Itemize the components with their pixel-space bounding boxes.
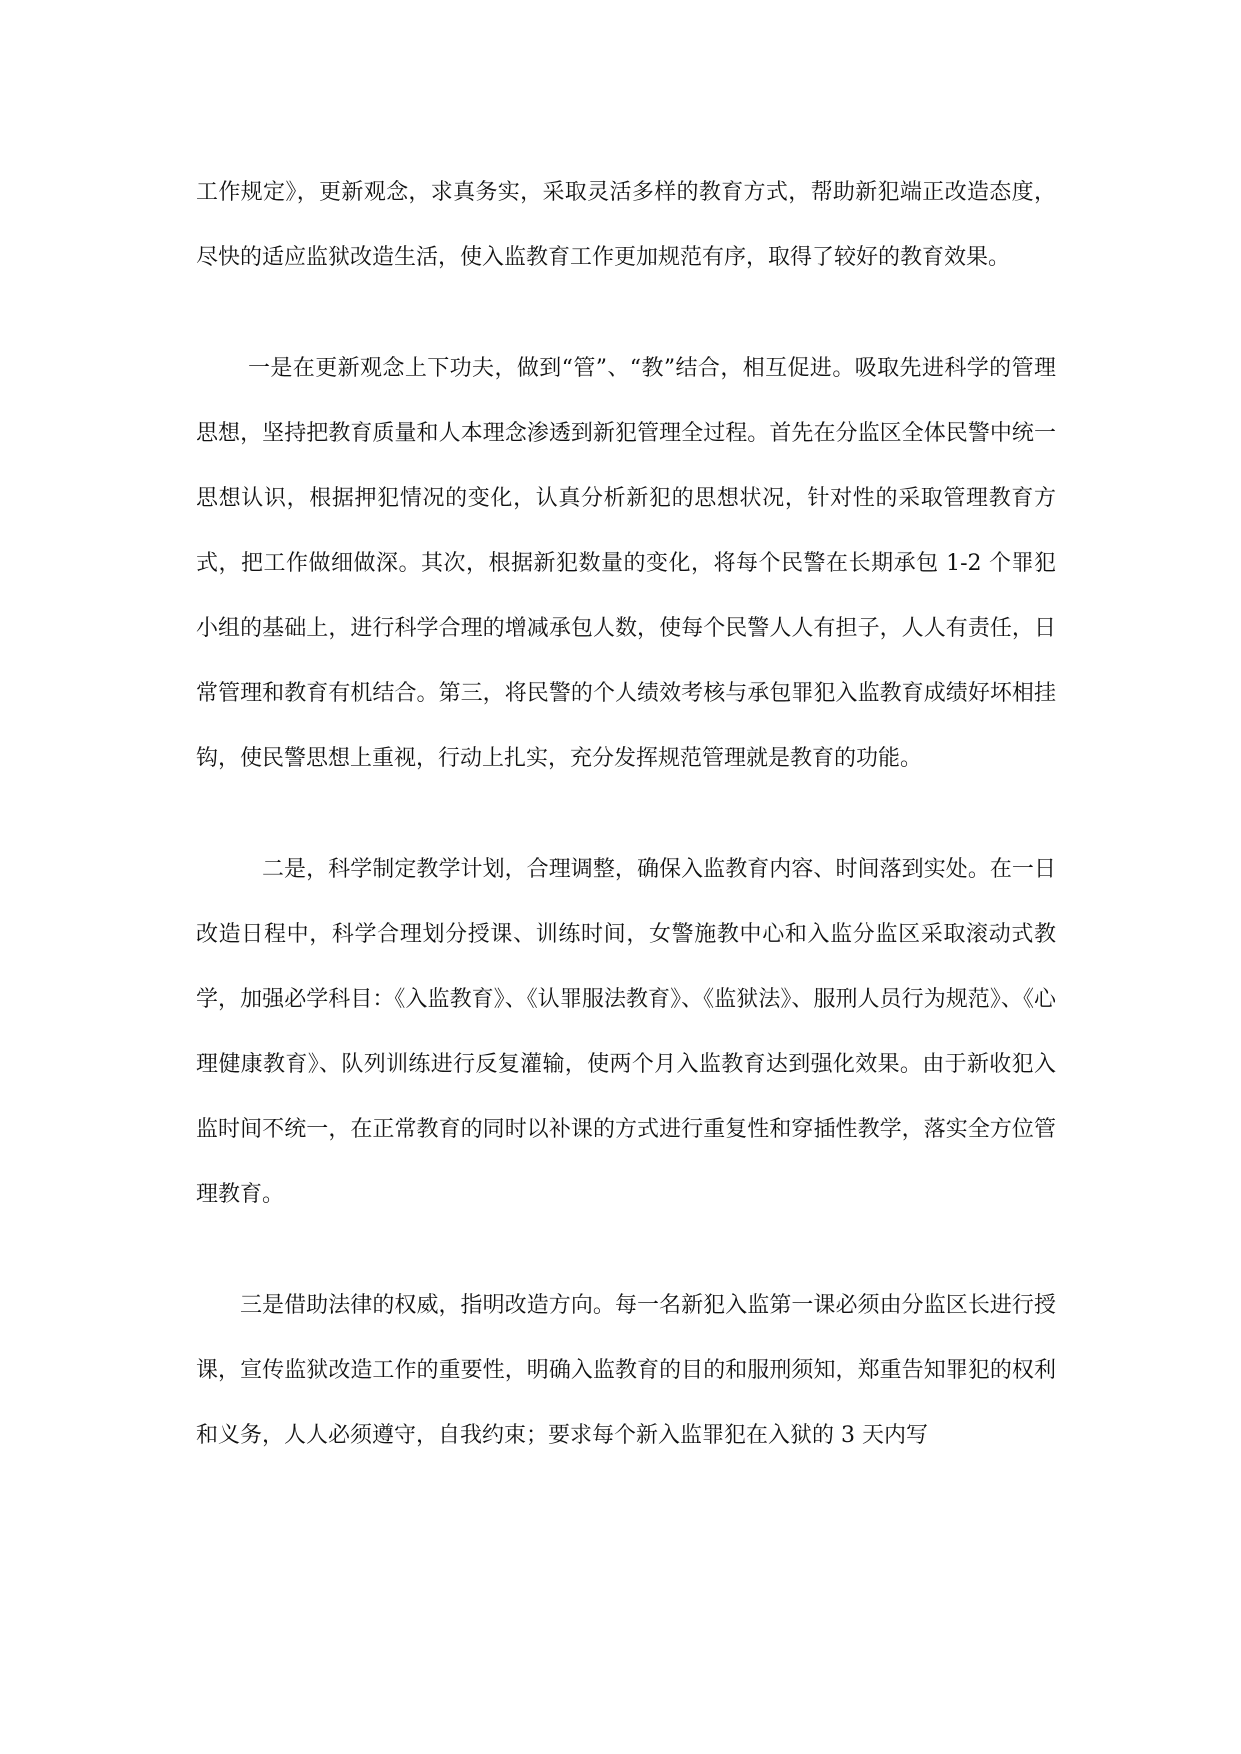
paragraph-point-two: 二是，科学制定教学计划，合理调整，确保入监教育内容、时间落到实处。在一日改造日程中，科学合理划分授课、训练时间，女警施教中心和入监分监区采取滚动式教学，加强必学科目：《入监教育》、《认罪服法教育》、《监狱法》、服刑人员行为规范》、《心理健康教育》、队列训练进行反复灌输，使两个月入监教育达到强化效果。由于新收犯入监时间不统一，在正常教育的同时以补课的方式进行重复性和穿插性教学，落实全方位管理教育。 [196,857,1056,1207]
paragraph-point-three: 三是借助法律的权威，指明改造方向。每一名新犯入监第一课必须由分监区长进行授课，宣传监狱改造工作的重要性，明确入监教育的目的和服刑须知，郑重告知罪犯的权利和义务，人人必须遵守，自我约束；要求每个新入监罪犯在入狱的 3 天内写 [196,1293,1056,1448]
paragraph-intro: 工作规定》，更新观念，求真务实，采取灵活多样的教育方式，帮助新犯端正改造态度，尽快的适应监狱改造生活，使入监教育工作更加规范有序，取得了较好的教育效果。 [196,180,1056,270]
paragraph-point-one: 一是在更新观念上下功夫，做到“管”、“教”结合，相互促进。吸取先进科学的管理思想，坚持把教育质量和人本理念渗透到新犯管理全过程。首先在分监区全体民警中统一思想认识，根据押犯情况的变化，认真分析新犯的思想状况，针对性的采取管理教育方式，把工作做细做深。其次，根据新犯数量的变化，将每个民警在长期承包 1-2 个罪犯小组的基础上，进行科学合理的增减承包人数，使每个民警人人有担子，人人有责任，日常管理和教育有机结合。第三，将民警的个人绩效考核与承包罪犯入监教育成绩好坏相挂钩，使民警思想上重视，行动上扎实，充分发挥规范管理就是教育的功能。 [196,356,1056,771]
document-body [196,160,1056,1468]
